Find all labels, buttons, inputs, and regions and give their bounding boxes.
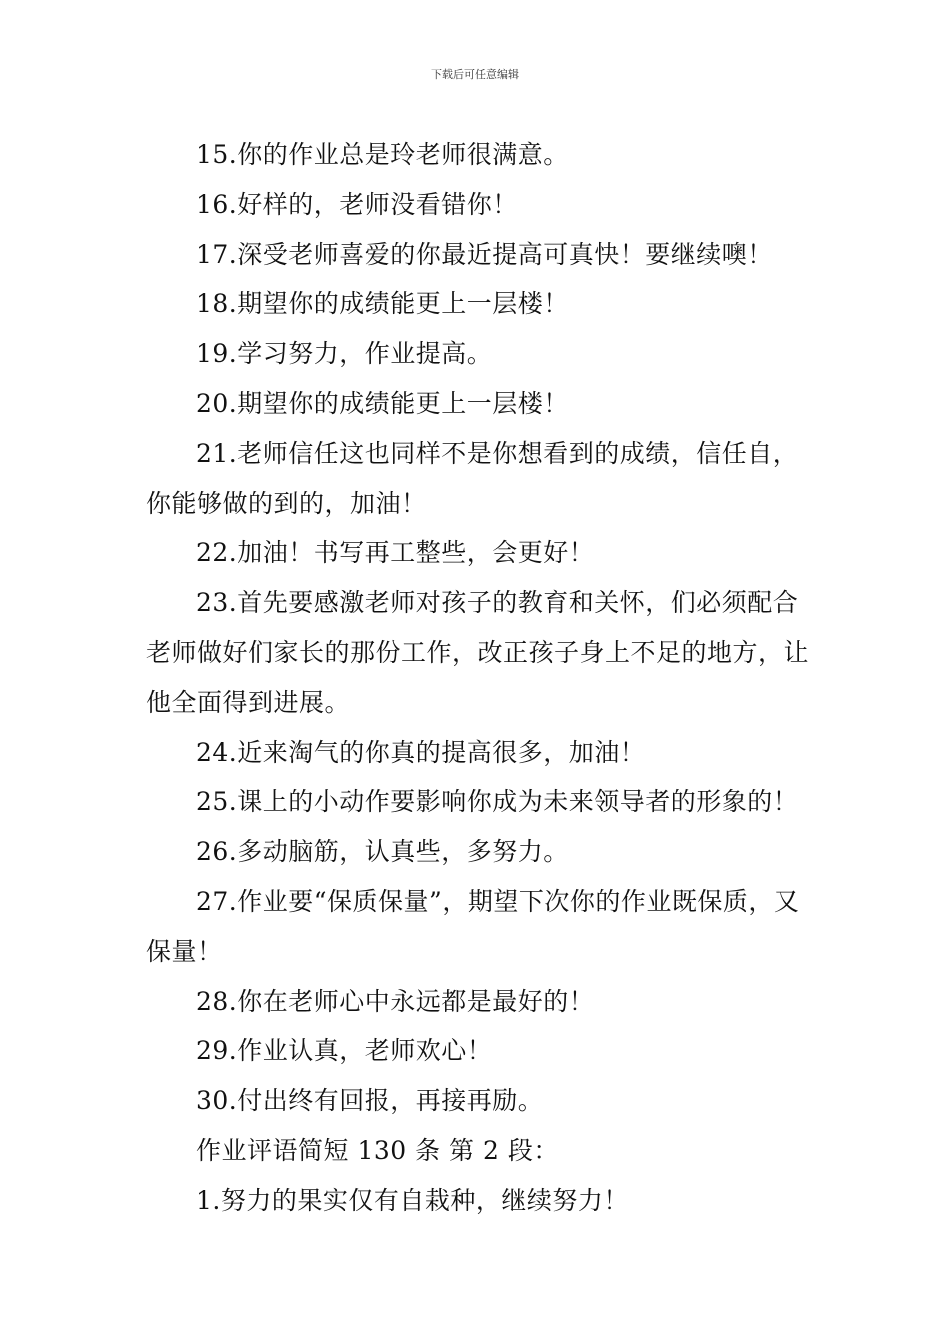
paragraph: 20.期望你的成绩能更上一层楼！ xyxy=(196,388,569,418)
paragraph: 22.加油！书写再工整些，会更好！ xyxy=(196,538,595,568)
paragraph: 19.学习努力，作业提高。 xyxy=(196,339,493,369)
paragraph: 1.努力的果实仅有自栽种，继续努力！ xyxy=(196,1185,629,1215)
paragraph: 25.课上的小动作要影响你成为未来领导者的形象的！ xyxy=(196,787,799,817)
section-heading: 作业评语简短 130 条 第 2 段： xyxy=(196,1135,559,1165)
paragraph: 16.好样的，老师没看错你！ xyxy=(196,189,518,219)
paragraph: 18.期望你的成绩能更上一层楼！ xyxy=(196,289,569,319)
paragraph: 21.老师信任这也同样不是你想看到的成绩，信任自，你能够做的到的，加油！ xyxy=(146,438,799,518)
paragraph: 15.你的作业总是玲老师很满意。 xyxy=(196,140,569,169)
document-body xyxy=(146,130,812,1226)
paragraph: 29.作业认真，老师欢心！ xyxy=(196,1036,493,1066)
paragraph: 23.首先要感激老师对孩子的教育和关怀，们必须配合老师做好们家长的那份工作，改正孩子身上不足的地方，让他全面得到进展。 xyxy=(146,588,810,717)
paragraph: 17.深受老师喜爱的你最近提高可真快！要继续噢！ xyxy=(196,239,773,269)
paragraph: 30.付出终有回报，再接再励。 xyxy=(196,1086,544,1116)
paragraph: 28.你在老师心中永远都是最好的！ xyxy=(196,986,595,1016)
header-note: 下载后可任意编辑 xyxy=(431,68,519,81)
paragraph: 26.多动脑筋，认真些，多努力。 xyxy=(196,837,569,867)
paragraph: 27.作业要“保质保量”，期望下次你的作业既保质，又保量！ xyxy=(146,886,800,966)
paragraph: 24.近来淘气的你真的提高很多，加油！ xyxy=(196,737,646,767)
